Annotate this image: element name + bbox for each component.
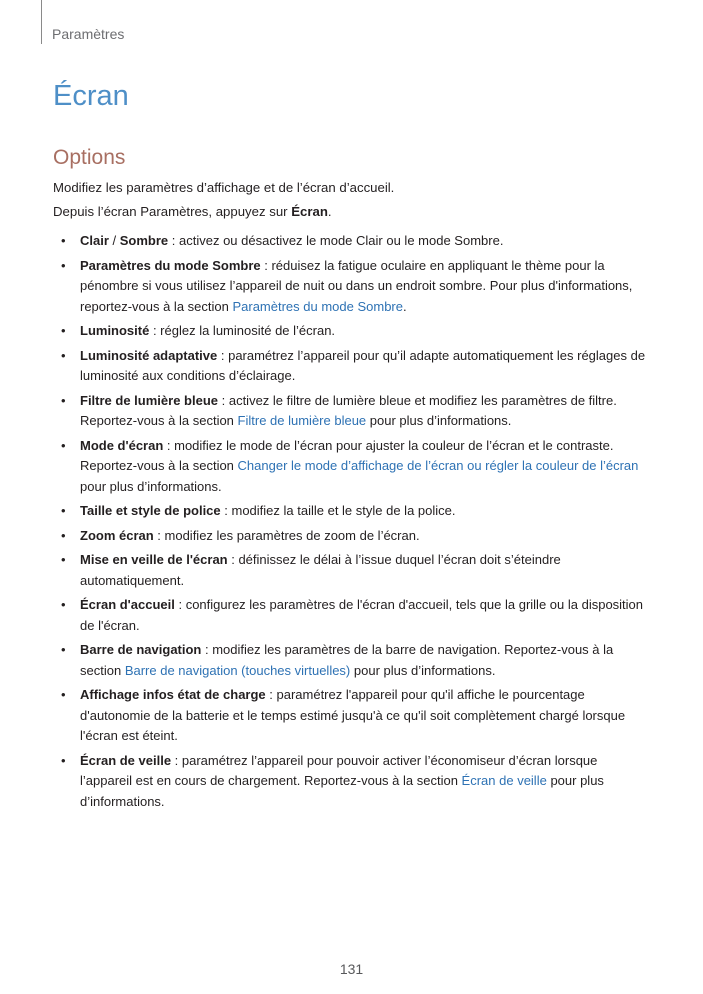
intro-line-2 <box>53 202 332 222</box>
item-desc: : activez ou désactivez le mode Clair ou le mode Sombre. <box>168 233 504 248</box>
link-ecran-veille[interactable]: Écran de veille <box>461 773 547 788</box>
item-term: Mode d'écran <box>80 437 164 453</box>
list-item-luminosite-adaptative <box>53 346 653 387</box>
list-item-mode-sombre <box>53 256 653 318</box>
intro-line-1: Modifiez les paramètres d’affichage et de l’écran d’accueil. <box>53 180 395 195</box>
list-item-zoom-ecran <box>53 526 653 547</box>
list-item-luminosite <box>53 321 653 342</box>
item-desc: : réduisez la fatigue oculaire en appliquant le thème pour la pénombre si vous utilisez l’appareil de nuit ou dans un endroit sombre. Pour plus d'informations, reportez-vous à la section <box>80 257 633 314</box>
list-item-mise-en-veille <box>53 550 653 591</box>
item-desc: : activez le filtre de lumière bleue et modifiez les paramètres de filtre. Reportez-vous à la section <box>80 392 617 428</box>
item-term-2: Sombre <box>119 233 169 248</box>
item-separator: / <box>108 233 120 248</box>
list-item-taille-police <box>53 501 653 522</box>
intro-text-end: . <box>327 204 332 219</box>
link-filtre-lumiere-bleue[interactable]: Filtre de lumière bleue <box>237 413 367 428</box>
intro-text: Depuis l’écran Paramètres, appuyez sur <box>53 204 292 219</box>
item-term: Taille et style de police <box>80 503 221 518</box>
list-item-barre-navigation <box>53 640 653 681</box>
list-item-etat-charge <box>53 685 653 747</box>
link-changer-mode-affichage[interactable]: Changer le mode d’affichage de l’écran ou régler la couleur de l’écran <box>237 458 639 473</box>
item-desc-end: pour plus d’informations. <box>350 662 496 678</box>
item-term: Luminosité <box>80 323 150 338</box>
item-desc: : paramétrez l’appareil pour qu’il adapte automatiquement les réglages de luminosité aux conditions d’éclairage. <box>80 347 646 383</box>
item-desc: : définissez le délai à l’issue duquel l’écran doit s’éteindre automatiquement. <box>80 552 561 588</box>
list-item-ecran-veille <box>53 751 653 813</box>
item-desc-end: pour plus d’informations. <box>80 478 222 494</box>
header-rule <box>41 0 42 44</box>
list-item-filtre-lumiere-bleue <box>53 391 653 432</box>
item-desc: : paramétrez l’appareil pour pouvoir activer l’économiseur d’écran lorsque l’appareil est en cours de chargement. Reportez-vous à la section <box>80 752 598 788</box>
section-title: Options <box>53 146 126 169</box>
header-section-label: Paramètres <box>52 26 125 42</box>
link-barre-navigation[interactable]: Barre de navigation (touches virtuelles) <box>124 662 351 678</box>
item-desc: : modifiez le mode de l’écran pour ajuster la couleur de l’écran et le contraste. Reportez-vous à la section <box>80 437 614 473</box>
item-term: Affichage infos état de charge <box>80 687 266 702</box>
item-desc: : configurez les paramètres de l'écran d'accueil, tels que la grille ou la disposition de l'écran. <box>80 597 644 633</box>
options-list <box>53 231 653 816</box>
list-item-mode-ecran <box>53 436 653 498</box>
item-term: Mise en veille de l'écran <box>80 552 228 567</box>
item-desc-end: pour plus d’informations. <box>80 773 604 809</box>
page-number: 131 <box>339 961 364 977</box>
item-term: Luminosité adaptative <box>80 347 218 363</box>
intro-bold-term: Écran <box>291 204 328 219</box>
item-desc: : modifiez les paramètres de zoom de l’écran. <box>153 527 420 543</box>
list-item-ecran-accueil <box>53 595 653 636</box>
page-title: Écran <box>53 80 129 112</box>
item-term: Écran d'accueil <box>80 597 175 612</box>
item-desc: : modifiez les paramètres de la barre de navigation. Reportez-vous à la section <box>80 642 614 678</box>
item-term: Barre de navigation <box>80 642 202 657</box>
item-desc-end: pour plus d’informations. <box>366 413 512 428</box>
list-item-clair-sombre <box>53 231 653 252</box>
link-mode-sombre[interactable]: Paramètres du mode Sombre <box>232 298 403 314</box>
item-term: Filtre de lumière bleue <box>80 392 218 408</box>
item-desc: : réglez la luminosité de l’écran. <box>149 323 336 338</box>
item-term: Écran de veille <box>80 752 172 768</box>
item-desc: : modifiez la taille et le style de la police. <box>220 503 456 518</box>
item-term: Zoom écran <box>80 527 154 543</box>
item-desc-end: . <box>403 298 407 314</box>
item-term: Paramètres du mode Sombre <box>80 257 261 273</box>
item-term: Clair <box>80 233 109 248</box>
item-desc: : paramétrez l'appareil pour qu'il affiche le pourcentage d'autonomie de la batterie et le temps estimé jusqu'à ce qu'il soit complètement chargé lorsque l'écran est éteint. <box>80 687 626 743</box>
